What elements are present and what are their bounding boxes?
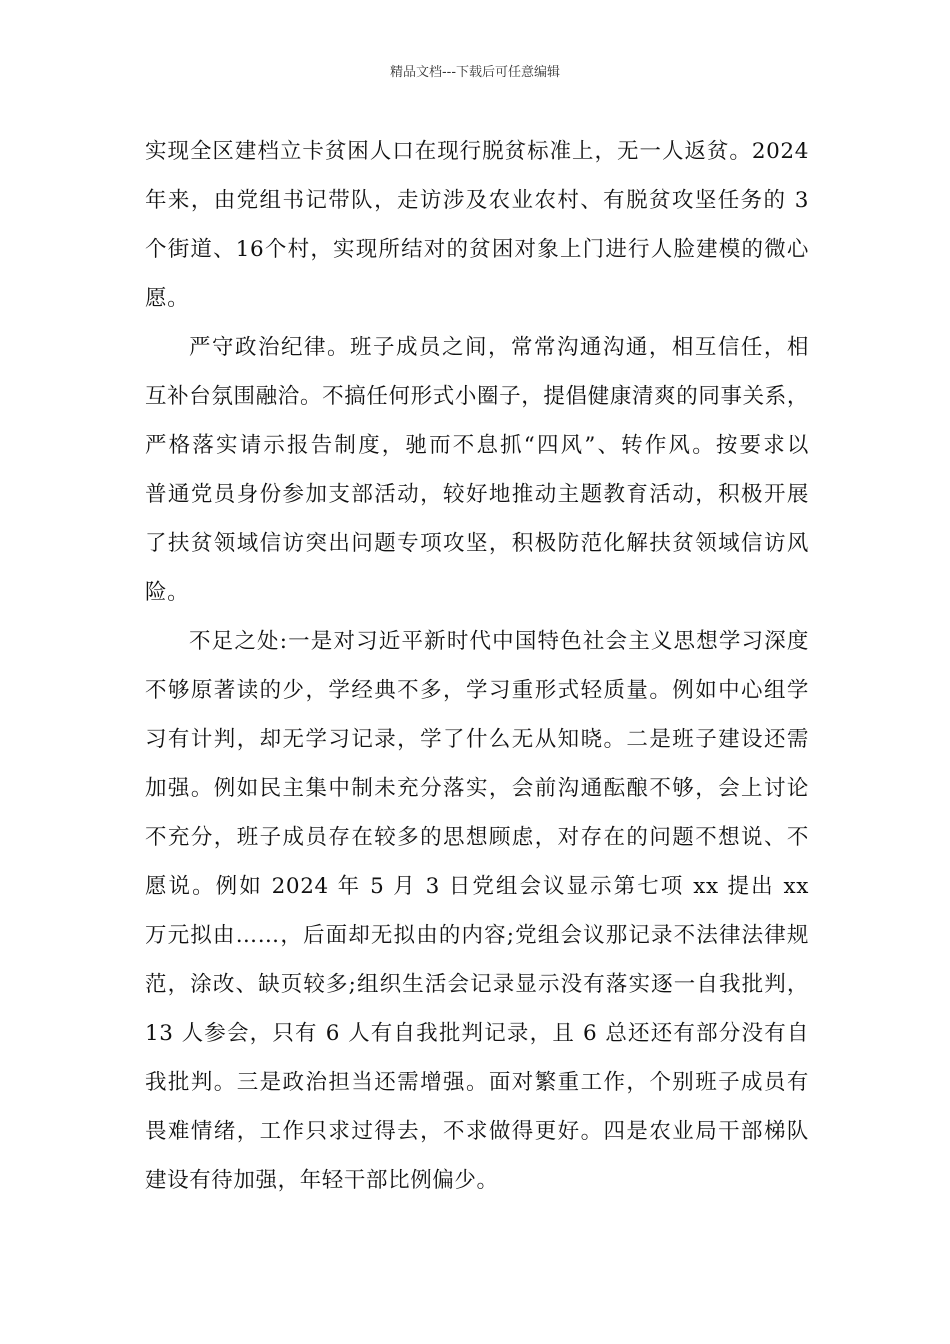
- paragraph: [145, 133, 809, 329]
- paragraph: [145, 623, 809, 1211]
- text-line: 范，涂改、缺页较多;组织生活会记录显示没有落实逐一自我批判，: [145, 972, 809, 997]
- text-line: 我批判。三是政治担当还需增强。面对繁重工作，个别班子成员有: [145, 1070, 809, 1095]
- text-line: 万元拟由……，后面却无拟由的内容;党组会议那记录不法律法律规: [145, 923, 809, 948]
- text-line: 不够原著读的少，学经典不多，学习重形式轻质量。例如中心组学: [145, 678, 809, 703]
- text-line: 严守政治纪律。班子成员之间，常常沟通沟通，相互信任，相: [189, 335, 809, 360]
- text-line: 不足之处:一是对习近平新时代中国特色社会主义思想学习深度: [189, 629, 809, 654]
- text-line: 不充分，班子成员存在较多的思想顾虑，对存在的问题不想说、不: [145, 825, 809, 850]
- text-line: 加强。例如民主集中制未充分落实，会前沟通酝酿不够，会上讨论: [145, 776, 809, 801]
- page-header: 精品文档---下载后可任意编辑: [389, 65, 561, 80]
- text-line: 互补台氛围融洽。不搞任何形式小圈子，提倡健康清爽的同事关系，: [145, 384, 809, 409]
- text-line: 年来，由党组书记带队，走访涉及农业农村、有脱贫攻坚任务的 3: [145, 188, 809, 213]
- document-body: [145, 133, 809, 1211]
- text-line: 建设有待加强，年轻干部比例偏少。: [145, 1168, 499, 1193]
- text-line: 习有计判，却无学习记录，学了什么无从知晓。二是班子建设还需: [145, 727, 809, 752]
- text-line: 愿。: [145, 286, 190, 311]
- text-line: 畏难情绪，工作只求过得去，不求做得更好。四是农业局干部梯队: [145, 1119, 809, 1144]
- text-line: 愿说。例如 2024 年 5 月 3 日党组会议显示第七项 xx 提出 xx: [145, 874, 809, 899]
- text-line: 了扶贫领域信访突出问题专项攻坚，积极防范化解扶贫领域信访风: [145, 531, 809, 556]
- text-line: 普通党员身份参加支部活动，较好地推动主题教育活动，积极开展: [145, 482, 809, 507]
- text-line: 个街道、16个村，实现所结对的贫困对象上门进行人脸建模的微心: [145, 237, 809, 262]
- text-line: 险。: [145, 580, 190, 605]
- text-line: 实现全区建档立卡贫困人口在现行脱贫标准上，无一人返贫。2024: [145, 139, 809, 164]
- text-line: 13 人参会，只有 6 人有自我批判记录，且 6 总还还有部分没有自: [145, 1021, 809, 1046]
- paragraph: [145, 329, 809, 623]
- text-line: 严格落实请示报告制度，驰而不息抓“四风”、转作风。按要求以: [145, 433, 809, 458]
